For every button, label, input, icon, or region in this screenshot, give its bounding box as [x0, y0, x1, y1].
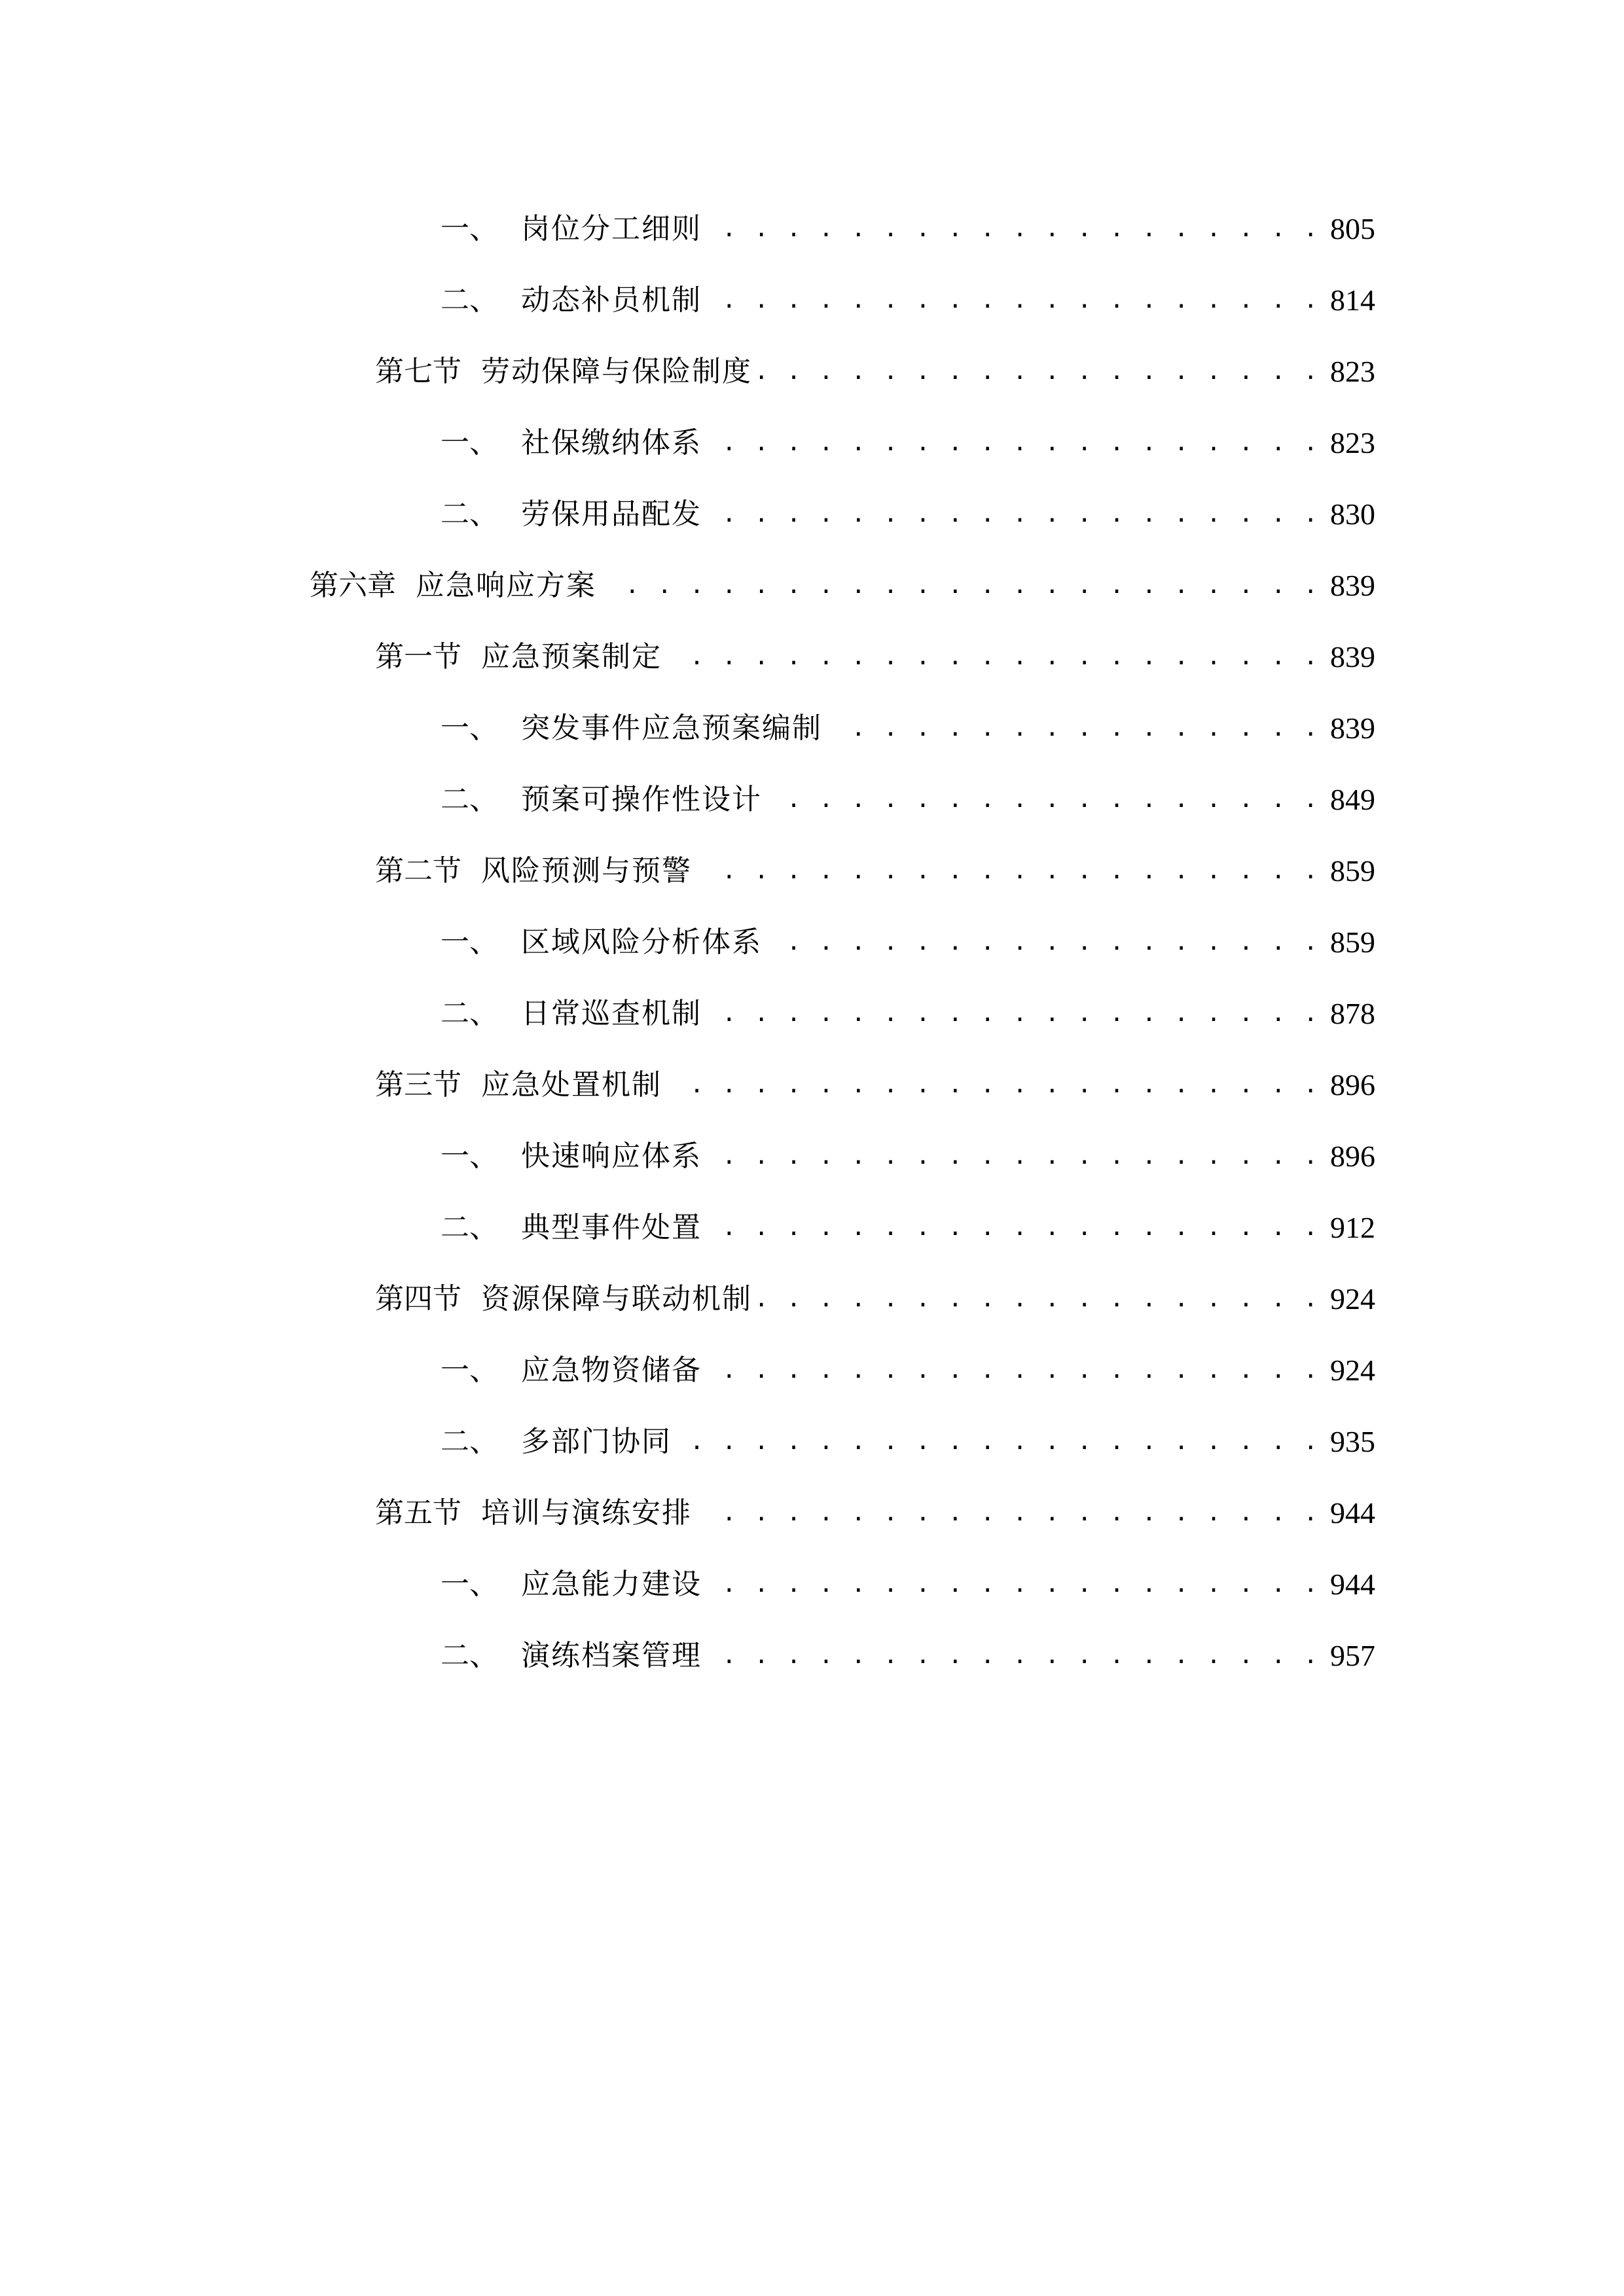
- dot-leader: [678, 1416, 1320, 1468]
- dot-leader: [708, 488, 1320, 541]
- toc-entry-sub-item[interactable]: [441, 1202, 1375, 1254]
- toc-entry-prefix: 第七节: [375, 355, 461, 388]
- toc-entry-page-number: 924: [1330, 1282, 1375, 1316]
- toc-entry-prefix: 一、: [441, 925, 498, 959]
- toc-entry-sub-item[interactable]: [441, 1630, 1375, 1682]
- toc-entry-page-number: 896: [1330, 1068, 1375, 1102]
- toc-entry-page-number: 957: [1330, 1639, 1375, 1672]
- toc-entry-page-number: 859: [1330, 925, 1375, 959]
- toc-entry-prefix: 一、: [441, 711, 498, 745]
- toc-entry-title: 演练档案管理: [521, 1639, 702, 1672]
- toc-entry-chapter[interactable]: [310, 560, 1375, 612]
- toc-entry-prefix: 二、: [441, 783, 498, 816]
- toc-entry-sub-item[interactable]: [441, 417, 1375, 469]
- toc-entry-sub-item[interactable]: [441, 1558, 1375, 1611]
- toc-entry-title: 应急处置机制: [481, 1068, 662, 1102]
- dot-leader: [708, 1202, 1320, 1254]
- toc-entry-title: 区域风险分析体系: [521, 925, 762, 959]
- toc-entry-title: 快速响应体系: [521, 1139, 702, 1173]
- toc-entry-title: 应急物资储备: [521, 1354, 702, 1387]
- toc-entry-prefix: 二、: [441, 1425, 498, 1458]
- toc-entry-section[interactable]: [375, 346, 1375, 398]
- toc-entry-page-number: 935: [1330, 1425, 1375, 1458]
- dot-leader: [708, 1344, 1320, 1397]
- toc-entry-page-number: 896: [1330, 1139, 1375, 1173]
- toc-entry-page-number: 830: [1330, 497, 1375, 531]
- toc-entry-title: 岗位分工细则: [521, 212, 702, 245]
- toc-entry-page-number: 924: [1330, 1354, 1375, 1387]
- toc-entry-prefix: 第六章: [310, 569, 396, 602]
- toc-entry-page-number: 839: [1330, 640, 1375, 673]
- toc-entry-prefix: 一、: [441, 1139, 498, 1173]
- toc-entry-title: 应急能力建设: [521, 1568, 702, 1601]
- toc-entry-prefix: 第五节: [375, 1496, 461, 1530]
- toc-entry-sub-item[interactable]: [441, 1416, 1375, 1468]
- dot-leader: [668, 1059, 1320, 1111]
- toc-entry-page-number: 912: [1330, 1211, 1375, 1244]
- toc-entry-page-number: 944: [1330, 1568, 1375, 1601]
- dot-leader: [668, 631, 1320, 683]
- toc-entry-prefix: 一、: [441, 426, 498, 459]
- dot-leader: [768, 916, 1320, 969]
- toc-entry-prefix: 第二节: [375, 854, 461, 888]
- toc-entry-title: 多部门协同: [521, 1425, 672, 1458]
- toc-entry-prefix: 二、: [441, 1639, 498, 1672]
- toc-entry-sub-item[interactable]: [441, 203, 1375, 255]
- toc-entry-prefix: 第一节: [375, 640, 461, 673]
- dot-leader: [708, 1630, 1320, 1682]
- toc-entry-title: 预案可操作性设计: [521, 783, 762, 816]
- toc-entry-page-number: 823: [1330, 426, 1375, 459]
- toc-entry-title: 日常巡查机制: [521, 997, 702, 1030]
- dot-leader: [759, 1273, 1320, 1325]
- toc-entry-sub-item[interactable]: [441, 702, 1375, 755]
- toc-entry-sub-item[interactable]: [441, 774, 1375, 826]
- toc-entry-page-number: 814: [1330, 283, 1375, 317]
- toc-entry-page-number: 805: [1330, 212, 1375, 245]
- dot-leader: [708, 988, 1320, 1040]
- toc-entry-prefix: 二、: [441, 497, 498, 531]
- toc-entry-page-number: 839: [1330, 711, 1375, 745]
- toc-entry-title: 社保缴纳体系: [521, 426, 702, 459]
- dot-leader: [708, 203, 1320, 255]
- dot-leader: [708, 274, 1320, 327]
- dot-leader: [603, 560, 1320, 612]
- toc-entry-section[interactable]: [375, 1487, 1375, 1539]
- toc-entry-section[interactable]: [375, 1059, 1375, 1111]
- dot-leader: [708, 417, 1320, 469]
- toc-entry-page-number: 849: [1330, 783, 1375, 816]
- toc-entry-sub-item[interactable]: [441, 488, 1375, 541]
- dot-leader: [829, 702, 1320, 755]
- toc-entry-page-number: 839: [1330, 569, 1375, 602]
- dot-leader: [708, 1130, 1320, 1183]
- toc-entry-title: 资源保障与联动机制: [481, 1282, 752, 1316]
- toc-entry-title: 培训与演练安排: [481, 1496, 692, 1530]
- toc-entry-title: 风险预测与预警: [481, 854, 692, 888]
- toc-entry-page-number: 859: [1330, 854, 1375, 888]
- dot-leader: [759, 346, 1320, 398]
- toc-entry-sub-item[interactable]: [441, 988, 1375, 1040]
- toc-entry-sub-item[interactable]: [441, 916, 1375, 969]
- toc-entry-prefix: 一、: [441, 1354, 498, 1387]
- dot-leader: [768, 774, 1320, 826]
- toc-entry-section[interactable]: [375, 845, 1375, 897]
- toc-entry-prefix: 二、: [441, 1211, 498, 1244]
- toc-entry-title: 应急预案制定: [481, 640, 662, 673]
- toc-entry-page-number: 944: [1330, 1496, 1375, 1530]
- toc-entry-page-number: 823: [1330, 355, 1375, 388]
- dot-leader: [708, 1558, 1320, 1611]
- toc-entry-sub-item[interactable]: [441, 274, 1375, 327]
- toc-entry-sub-item[interactable]: [441, 1344, 1375, 1397]
- toc-entry-title: 应急响应方案: [416, 569, 596, 602]
- toc-entry-section[interactable]: [375, 631, 1375, 683]
- dot-leader: [698, 845, 1320, 897]
- toc-entry-title: 动态补员机制: [521, 283, 702, 317]
- toc-entry-prefix: 二、: [441, 283, 498, 317]
- toc-entry-prefix: 第三节: [375, 1068, 461, 1102]
- toc-entry-prefix: 二、: [441, 997, 498, 1030]
- toc-entry-prefix: 第四节: [375, 1282, 461, 1316]
- toc-entry-prefix: 一、: [441, 1568, 498, 1601]
- dot-leader: [698, 1487, 1320, 1539]
- toc-entry-title: 劳动保障与保险制度: [481, 355, 752, 388]
- toc-entry-section[interactable]: [375, 1273, 1375, 1325]
- toc-entry-title: 劳保用品配发: [521, 497, 702, 531]
- toc-entry-title: 典型事件处置: [521, 1211, 702, 1244]
- toc-entry-prefix: 一、: [441, 212, 498, 245]
- toc-entry-sub-item[interactable]: [441, 1130, 1375, 1183]
- toc-entry-title: 突发事件应急预案编制: [521, 711, 822, 745]
- toc-entry-page-number: 878: [1330, 997, 1375, 1030]
